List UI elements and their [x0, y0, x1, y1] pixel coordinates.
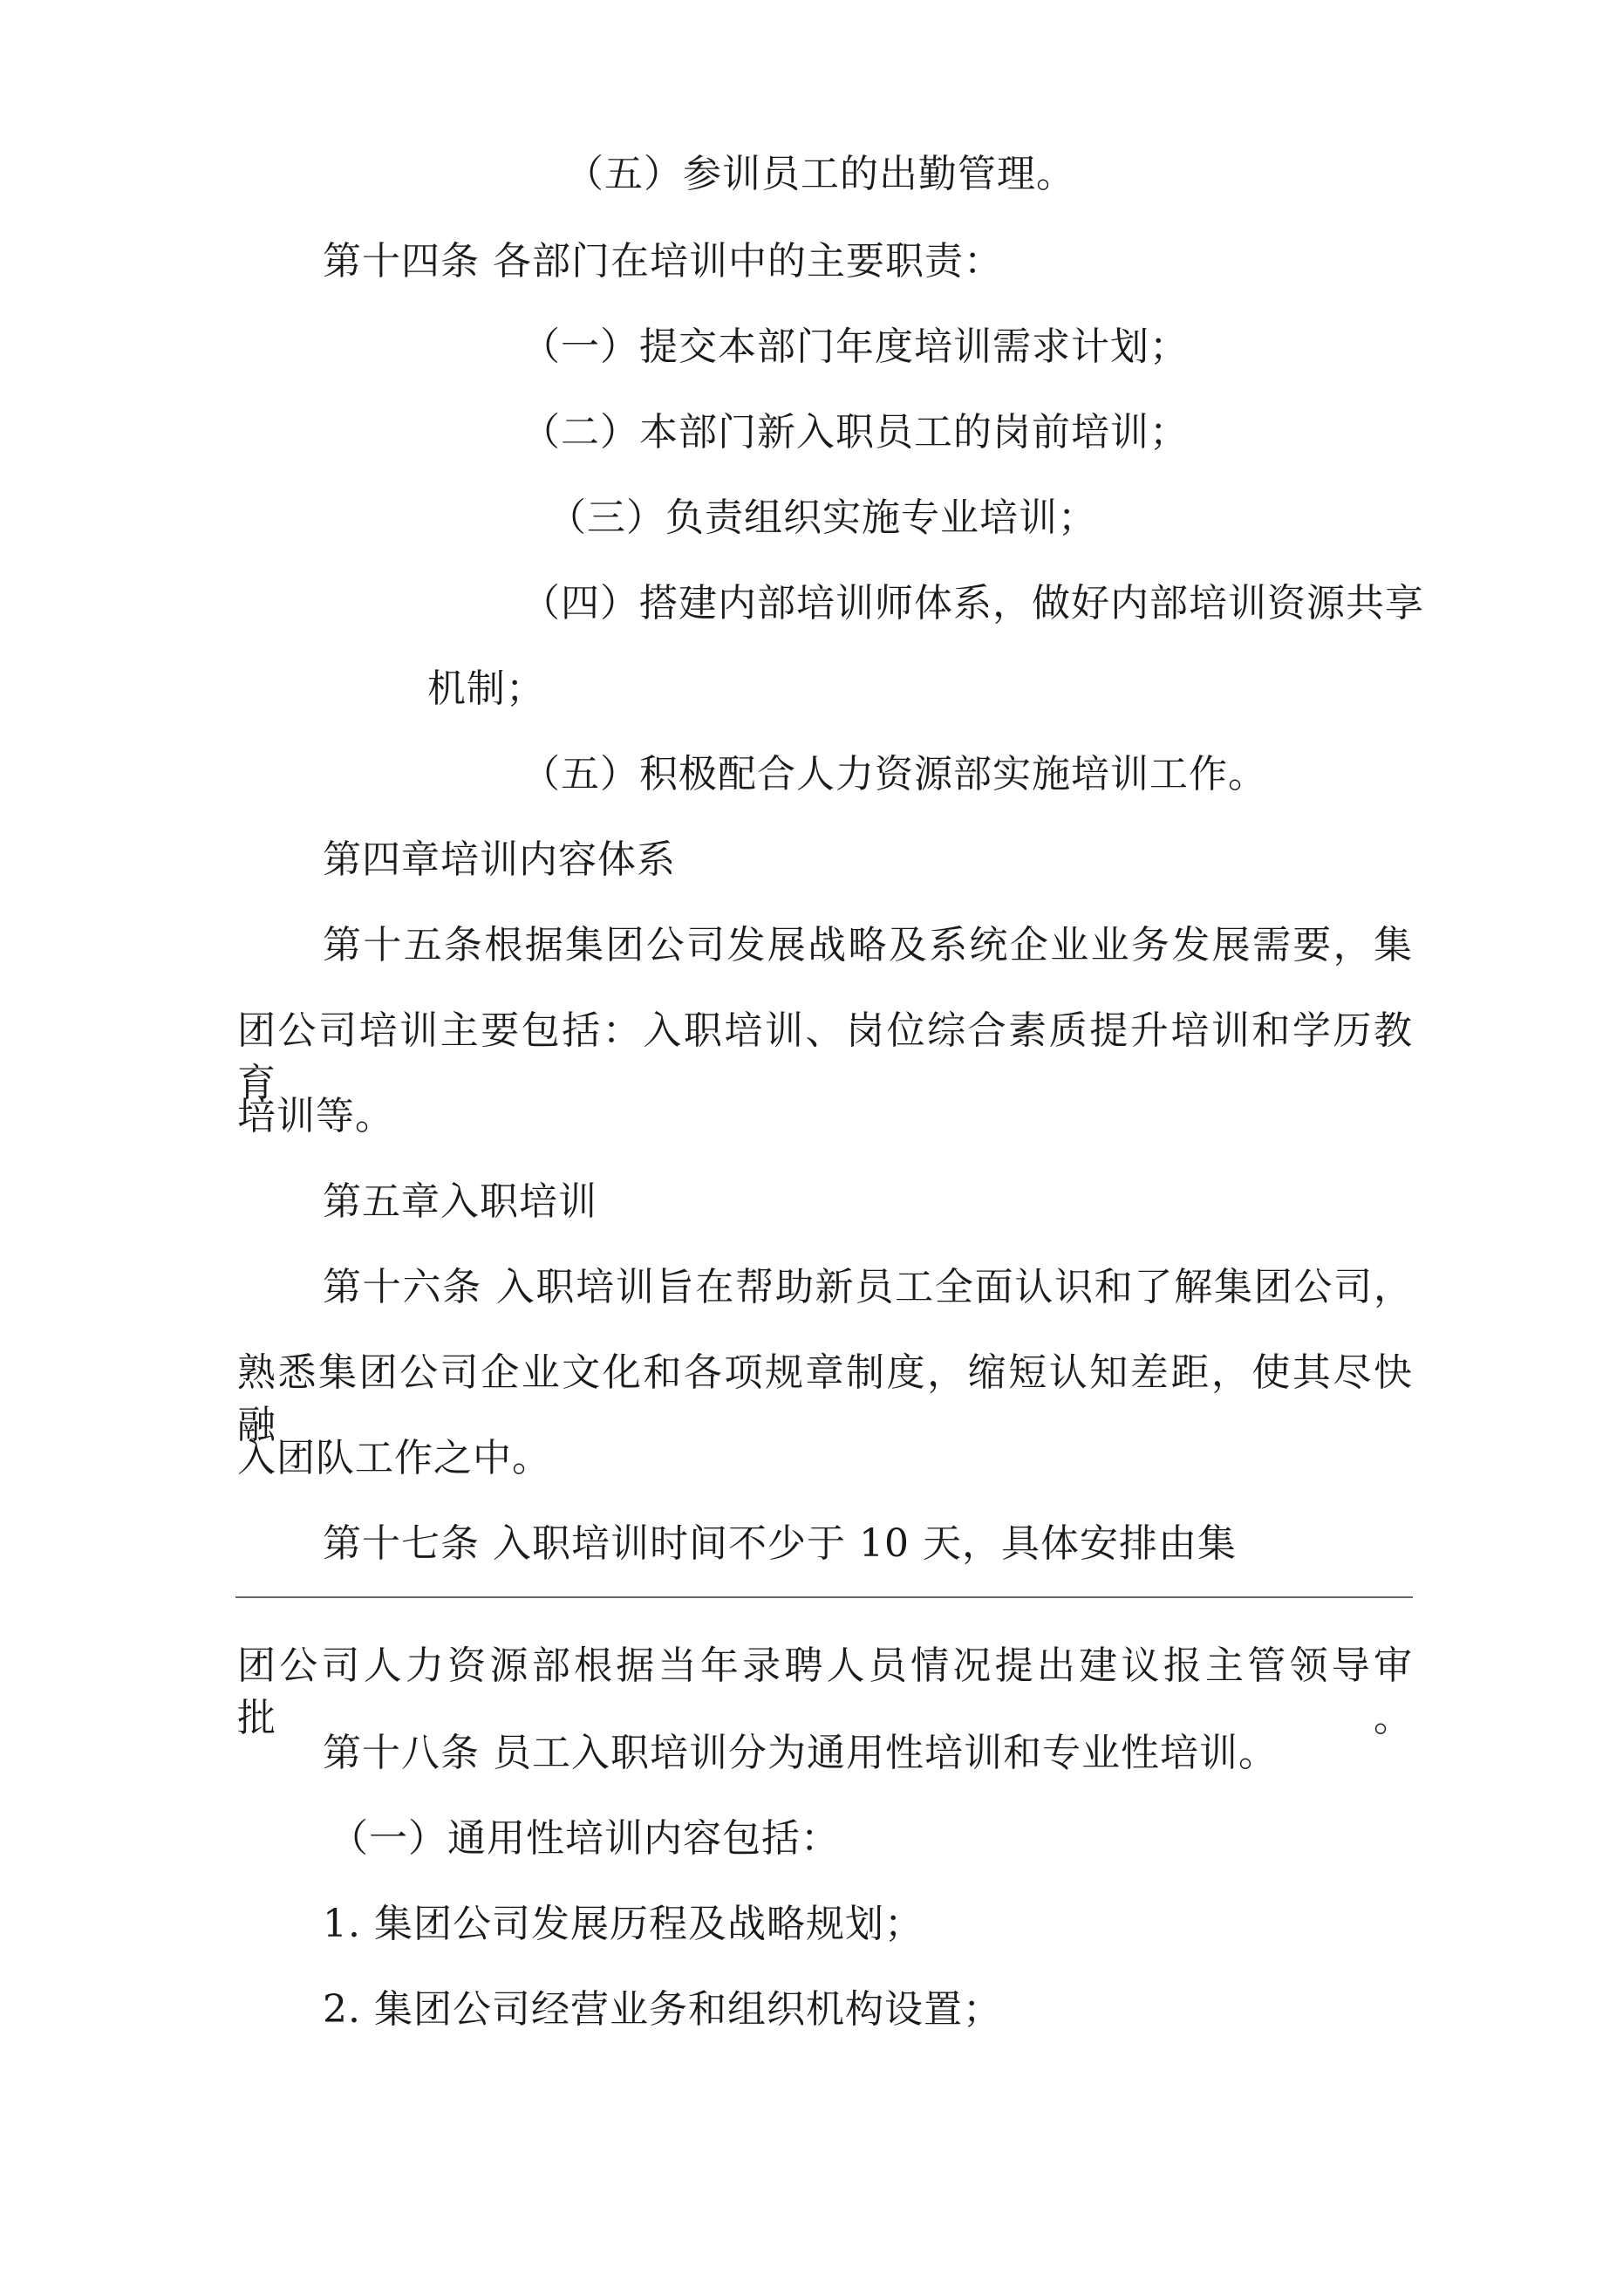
list-item: （五）积极配合人力资源部实施培训工作。 [522, 752, 1267, 796]
page-divider [235, 1596, 1413, 1598]
article-15-line: 第十五条根据集团公司发展战略及系统企业业务发展需要，集 [323, 923, 1413, 967]
list-item: （三）负责组织实施专业培训； [548, 495, 1097, 540]
sub-heading: （一）通用性培训内容包括： [330, 1816, 840, 1861]
article-18-heading: 第十八条 员工入职培训分为通用性培训和专业性培训。 [323, 1731, 1278, 1775]
article-16-line: 熟悉集团公司企业文化和各项规章制度，缩短认知差距，使其尽快融 [237, 1350, 1413, 1447]
chapter-4-heading: 第四章培训内容体系 [323, 837, 676, 882]
paragraph-line: （五）参训员工的出勤管理。 [565, 152, 1075, 196]
list-item: （一）提交本部门年度培训需求计划； [522, 325, 1189, 369]
numbered-item: 1. 集团公司发展历程及战略规划； [323, 1902, 924, 1946]
chapter-5-heading: 第五章入职培训 [323, 1179, 597, 1224]
article-17-continued: 团公司人力资源部根据当年录聘人员情况提出建议报主管领导审批。 [237, 1643, 1413, 1740]
article-14-heading: 第十四条 各部门在培训中的主要职责： [323, 239, 1003, 284]
list-item-continued: 机制； [427, 666, 545, 711]
list-item: （二）本部门新入职员工的岗前培训； [522, 410, 1189, 454]
article-15-line: 培训等。 [237, 1094, 394, 1138]
list-item: （四）搭建内部培训师体系，做好内部培训资源共享 [522, 581, 1424, 625]
article-17-line: 第十七条 入职培训时间不少于 10 天，具体安排由集 [323, 1521, 1237, 1566]
article-16-line: 第十六条 入职培训旨在帮助新员工全面认识和了解集团公司， [323, 1265, 1413, 1309]
article-16-line: 入团队工作之中。 [237, 1436, 551, 1480]
numbered-item: 2. 集团公司经营业务和组织机构设置； [323, 1987, 1002, 2032]
article-15-line: 团公司培训主要包括：入职培训、岗位综合素质提升培训和学历教育 [237, 1008, 1413, 1105]
